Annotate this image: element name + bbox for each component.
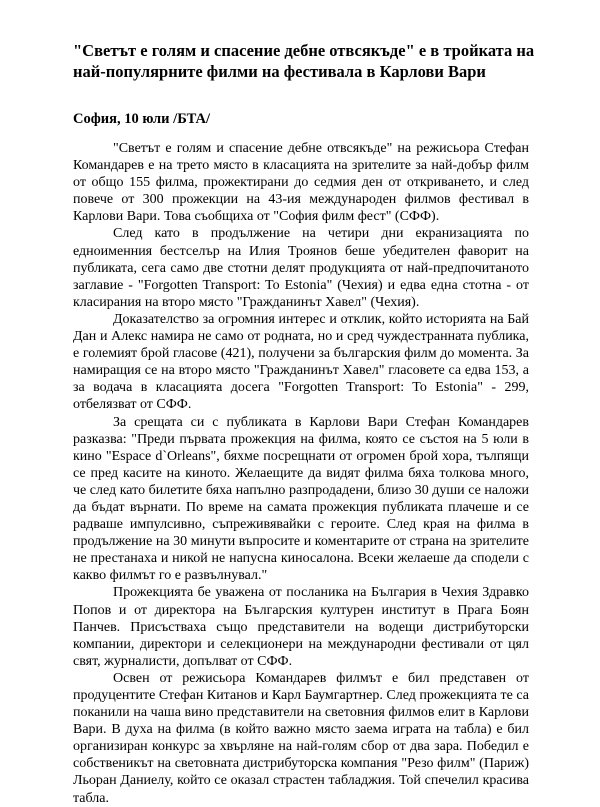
article-paragraph: Доказателство за огромния интерес и отклик, който историята на Бай Дан и Алекс намира не само от родната, но и сред чуждестранната публика, е големият брой гласове (421), получени за българския филм до момента. За намиращия се на второ място "Гражданинът Хавел" гласовете са едва 153, а за водача в класацията досега "Forgotten Transport: To Estonia" - 299, отбелязват от СФФ.: [73, 311, 529, 413]
article-body: [73, 140, 529, 807]
article-paragraph: "Светът е голям и спасение дебне отвсякъде" на режисьора Стефан Командарев е на трето място в класацията на зрителите за най-добър филм от общо 155 филма, прожектирани до седмия ден от откриването, и след повече от 300 прожекции на 43-ия международен филмов фестивал в Карлови Вари. Това съобщиха от "София филм фест" (СФФ).: [73, 141, 529, 225]
article-paragraph: Прожекцията бе уважена от посланика на България в Чехия Здравко Попов и от директора на Българския културен институт в Прага Боян Панчев. Присъстваха също представители на водещи дистрибуторски компании, директори и селекционери на международни фестивали от цял свят, журналисти, допълват от СФФ.: [73, 585, 529, 669]
article-paragraph: Освен от режисьора Командарев филмът е бил представен от продуцентите Стефан Китанов и Карл Баумгартнер. След прожекцията те са поканили на чаша вино представители на световния филмов елит в Карлови Вари. В духа на филма (в който важно място заема играта на табла) е бил организиран конкурс за хвърляне на най-голям сбор от два зара. Победил е собственикът на световната дистрибуторска компания "Резо филм" (Париж) Льоран Даниелу, който се оказал страстен табладжия. Той спечелил красива табла.: [73, 670, 529, 806]
article-title: "Светът е голям и спасение дебне отвсякъде" е в тройката на най-популярните филми на фестивала в Карлови Вари: [73, 41, 535, 81]
article-dateline: София, 10 юли /БТА/: [73, 111, 211, 127]
article-paragraph: За срещата си с публиката в Карлови Вари Стефан Командарев разказва: "Преди първата прожекция на филма, която се състоя на 5 юли в кино "Espace d`Orleans", бяхме посрещнати от огромен брой хора, тълпящи се пред касите на киното. Желаещите да видят филма бяха толкова много, че след като билетите бяха напълно разпродадени, близо 30 души се наложи да бъдат върнати. По време на самата прожекция публиката плачеше и се радваше импулсивно, съпреживявайки с героите. След края на филма в продължение на 30 минути въпросите и коментарите от страна на зрителите не престанаха и никой не напусна киносалона. Всеки желаеше да сподели с какво филмът го е развълнувал.": [73, 414, 529, 584]
article-paragraph: След като в продължение на четири дни екранизацията по едноименния бестселър на Илия Троянов беше убедителен фаворит на публиката, сега само две стотни делят продукцията от най-предпочитаното заглавие - "Forgotten Transport: To Estonia" (Чехия) и едва една стотна - от класирания на второ място "Гражданинът Хавел" (Чехия).: [73, 226, 529, 310]
